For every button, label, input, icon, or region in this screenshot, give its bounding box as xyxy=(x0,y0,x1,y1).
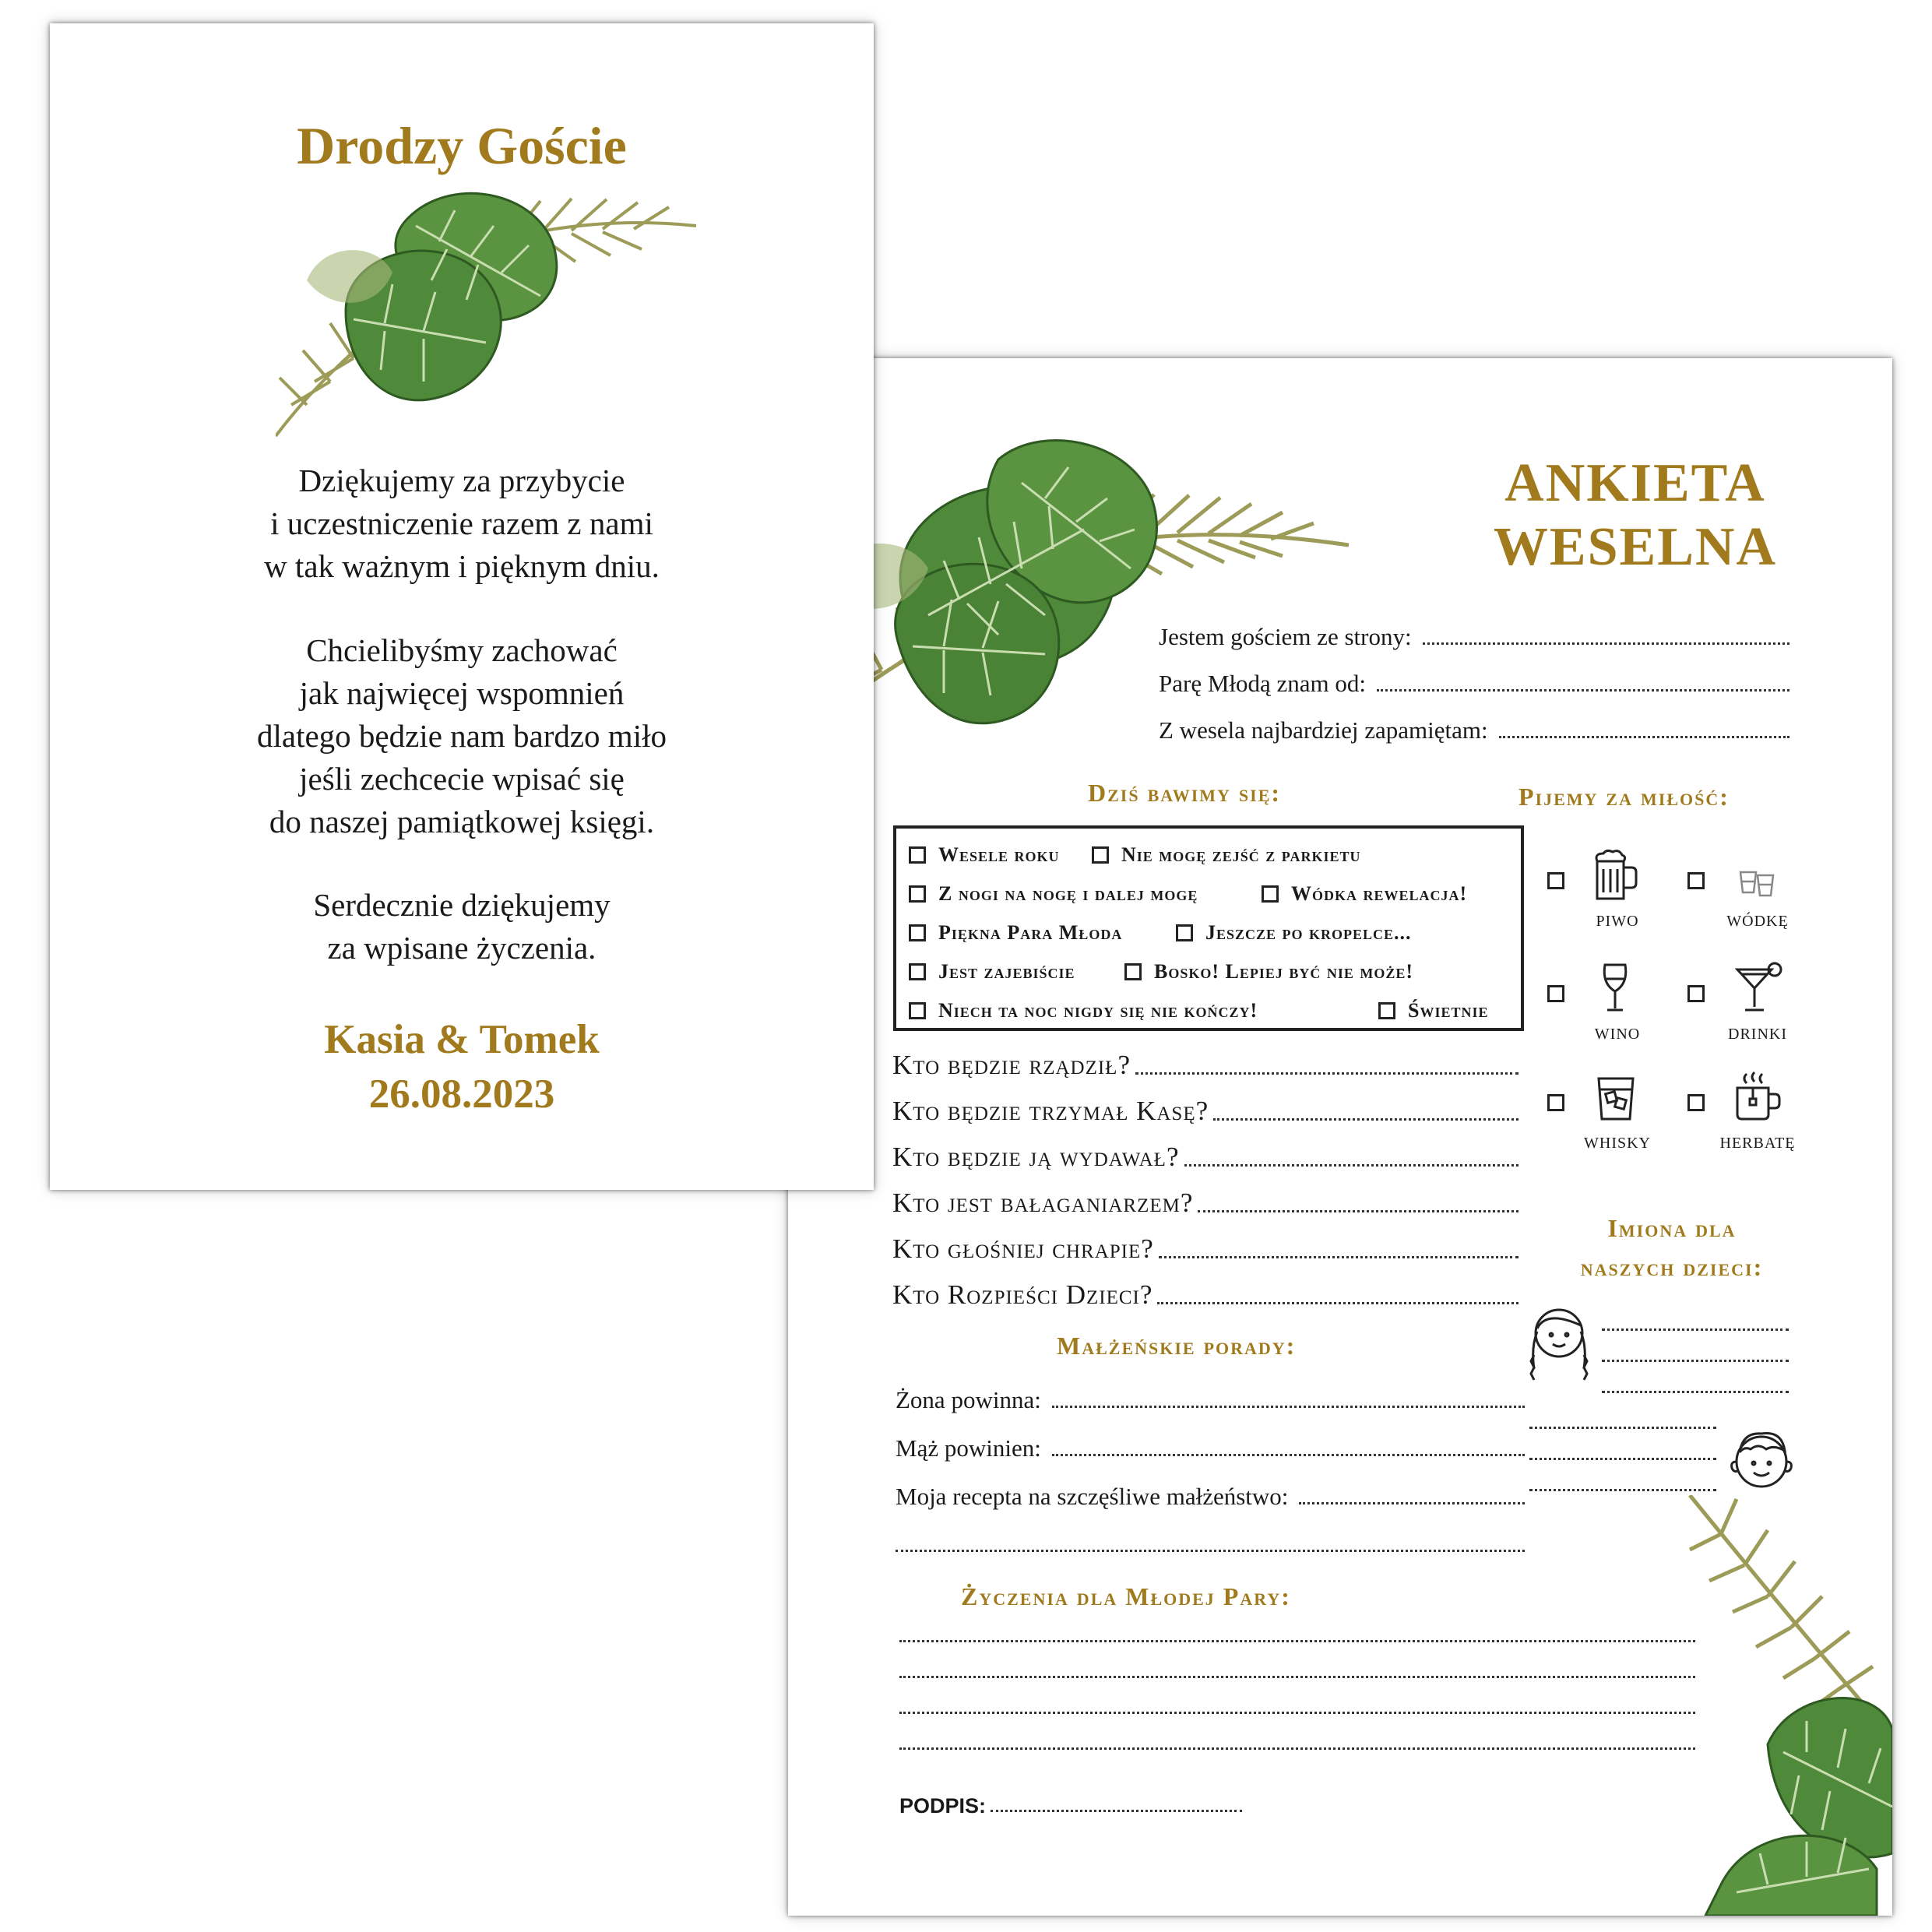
fun-option-checkbox[interactable] xyxy=(1092,843,1361,867)
fill-line[interactable] xyxy=(1157,1302,1519,1304)
checkbox-icon[interactable] xyxy=(1092,846,1109,864)
survey-title xyxy=(1494,452,1777,579)
kids-heading xyxy=(1543,1209,1800,1286)
greeting-paragraph-3 xyxy=(50,884,874,970)
shot-glasses-icon xyxy=(1726,849,1789,903)
fun-option-label: Jeszcze po kropelce... xyxy=(1205,921,1412,944)
question-label: Kto głośniej chrapie? xyxy=(892,1233,1154,1264)
advice-extra-line[interactable] xyxy=(896,1550,1525,1552)
question-row[interactable] xyxy=(892,1233,1519,1265)
fun-option-checkbox[interactable] xyxy=(909,921,1122,945)
checkbox-icon[interactable] xyxy=(1687,872,1705,889)
intro-field-memory[interactable] xyxy=(1159,716,1789,744)
drink-option-tea[interactable] xyxy=(1687,1071,1812,1156)
question-label: Kto jest bałaganiarzem? xyxy=(892,1188,1194,1218)
intro-field-known-since[interactable] xyxy=(1159,670,1789,698)
fun-option-label: Piękna Para Młoda xyxy=(938,921,1123,944)
question-row[interactable] xyxy=(892,1188,1519,1219)
fun-option-checkbox[interactable] xyxy=(909,960,1075,984)
advice-heading: Małżeńskie porady: xyxy=(1057,1332,1297,1360)
question-row[interactable] xyxy=(892,1096,1519,1127)
paragraph-line: do naszej pamiątkowej księgi. xyxy=(269,804,655,839)
question-row[interactable] xyxy=(892,1142,1519,1173)
kid-name-line[interactable] xyxy=(1602,1360,1789,1362)
drink-option-cocktail[interactable] xyxy=(1687,962,1812,1047)
question-label: Kto będzie ją wydawał? xyxy=(892,1142,1180,1172)
kids-heading-line1: Imiona dla xyxy=(1607,1214,1737,1242)
advice-field-husband[interactable] xyxy=(896,1434,1525,1462)
intro-field-label: Z wesela najbardziej zapamiętam: xyxy=(1159,716,1488,744)
kids-heading-line2: naszych dzieci: xyxy=(1580,1253,1764,1281)
paragraph-line: jeśli zechcecie wpisać się xyxy=(299,761,625,797)
paragraph-line: dlatego będzie nam bardzo miło xyxy=(257,718,667,754)
survey-card xyxy=(788,358,1892,1916)
fill-line[interactable] xyxy=(1213,1118,1519,1121)
drink-option-beer[interactable] xyxy=(1547,849,1672,934)
question-label: Kto będzie rządził? xyxy=(892,1050,1131,1080)
intro-field-side[interactable] xyxy=(1159,623,1789,651)
fun-option-checkbox[interactable] xyxy=(1378,999,1489,1022)
kid-name-line[interactable] xyxy=(1529,1489,1716,1491)
fun-option-label: Jest zajebiście xyxy=(938,960,1075,983)
advice-field-label: Moja recepta na szczęśliwe małżeństwo: xyxy=(896,1483,1289,1510)
checkbox-icon[interactable] xyxy=(909,885,926,903)
fill-line[interactable] xyxy=(991,1810,1242,1812)
fill-line[interactable] xyxy=(1198,1210,1519,1212)
drink-option-whisky[interactable] xyxy=(1547,1071,1672,1156)
drink-label: WINO xyxy=(1594,1026,1641,1043)
signature-label: PODPIS: xyxy=(899,1794,987,1818)
fill-line[interactable] xyxy=(1052,1454,1525,1456)
checkbox-icon[interactable] xyxy=(1378,1002,1395,1019)
greeting-title: Drodzy Goście xyxy=(297,116,627,175)
advice-field-wife[interactable] xyxy=(896,1386,1525,1414)
question-label: Kto Rozpieści Dzieci? xyxy=(892,1279,1153,1310)
fill-line[interactable] xyxy=(1159,1256,1519,1258)
checkbox-icon[interactable] xyxy=(1262,885,1279,903)
paragraph-line: i uczestniczenie razem z nami xyxy=(270,505,653,541)
fill-line[interactable] xyxy=(1052,1406,1525,1408)
greeting-card xyxy=(50,23,874,1190)
whisky-glass-icon xyxy=(1586,1071,1649,1125)
checkbox-icon[interactable] xyxy=(1687,985,1705,1002)
advice-field-label: Mąż powinien: xyxy=(896,1434,1041,1462)
fill-line[interactable] xyxy=(1423,642,1789,645)
boy-face-icon xyxy=(1723,1421,1800,1499)
kid-name-line[interactable] xyxy=(1602,1328,1789,1331)
wishes-heading: Życzenia dla Młodej Pary: xyxy=(961,1582,1291,1610)
paragraph-line: Chcielibyśmy zachować xyxy=(306,632,618,668)
fill-line[interactable] xyxy=(1377,689,1789,692)
fun-option-checkbox[interactable] xyxy=(909,999,1258,1022)
checkbox-icon[interactable] xyxy=(909,846,926,864)
drink-heading: Pijemy za miłość: xyxy=(1519,783,1730,811)
drink-label: WHISKY xyxy=(1584,1135,1651,1152)
drink-option-wine[interactable] xyxy=(1547,962,1672,1047)
monstera-foliage-illustration xyxy=(276,179,712,459)
cocktail-glass-icon xyxy=(1726,962,1789,1016)
fun-option-checkbox[interactable] xyxy=(909,882,1198,906)
wishes-line[interactable] xyxy=(899,1676,1695,1678)
survey-title-line1: ANKIETA xyxy=(1504,453,1766,513)
drink-label: PIWO xyxy=(1596,913,1639,930)
fun-option-label: Niech ta noc nigdy się nie kończy! xyxy=(938,999,1258,1022)
survey-title-line2: WESELNA xyxy=(1493,517,1777,577)
paragraph-line: Serdecznie dziękujemy xyxy=(313,887,611,923)
checkbox-icon[interactable] xyxy=(1547,1094,1564,1111)
checkbox-icon[interactable] xyxy=(909,924,926,941)
checkbox-icon[interactable] xyxy=(909,963,926,980)
advice-field-label: Żona powinna: xyxy=(896,1386,1041,1413)
question-row[interactable] xyxy=(892,1279,1519,1311)
monstera-foliage-illustration xyxy=(1674,1495,1892,1916)
fun-option-label: Bosko! Lepiej być nie może! xyxy=(1154,960,1414,983)
fun-option-label: Z nogi na nogę i dalej mogę xyxy=(938,882,1198,905)
fun-option-label: Świetnie xyxy=(1408,999,1489,1022)
checkbox-icon[interactable] xyxy=(1124,963,1142,980)
fill-line[interactable] xyxy=(1299,1502,1525,1504)
paragraph-line: jak najwięcej wspomnień xyxy=(299,675,625,711)
wine-glass-icon xyxy=(1586,962,1649,1016)
checkbox-icon[interactable] xyxy=(1547,985,1564,1002)
paragraph-line: Dziękujemy za przybycie xyxy=(298,463,625,498)
tea-mug-icon xyxy=(1726,1071,1789,1125)
fun-option-checkbox[interactable] xyxy=(1176,921,1412,945)
fill-line[interactable] xyxy=(1184,1164,1519,1167)
kid-name-line[interactable] xyxy=(1602,1391,1789,1393)
girl-face-icon xyxy=(1520,1300,1598,1394)
checkbox-icon[interactable] xyxy=(1547,872,1564,889)
fill-line[interactable] xyxy=(1135,1072,1519,1075)
fun-option-label: Nie mogę zejść z parkietu xyxy=(1121,843,1361,866)
drink-label: WÓDKĘ xyxy=(1726,913,1789,930)
wishes-line[interactable] xyxy=(899,1712,1695,1714)
fun-heading: Dziś bawimy się: xyxy=(1088,779,1282,807)
drink-option-vodka[interactable] xyxy=(1687,849,1812,934)
drink-label: HERBATĘ xyxy=(1719,1135,1796,1152)
checkbox-icon[interactable] xyxy=(1176,924,1193,941)
fun-option-checkbox[interactable] xyxy=(1262,882,1467,906)
wedding-date: 26.08.2023 xyxy=(368,1072,555,1117)
question-row[interactable] xyxy=(892,1050,1519,1081)
beer-mug-icon xyxy=(1586,849,1649,903)
couple-signature xyxy=(50,1012,874,1121)
advice-field-recipe[interactable] xyxy=(896,1483,1525,1511)
checkbox-icon[interactable] xyxy=(909,1002,926,1019)
wishes-line[interactable] xyxy=(899,1640,1695,1642)
intro-field-label: Jestem gościem ze strony: xyxy=(1159,623,1412,650)
greeting-paragraph-2 xyxy=(50,629,874,843)
kid-name-line[interactable] xyxy=(1529,1427,1716,1429)
paragraph-line: za wpisane życzenia. xyxy=(327,930,596,966)
greeting-paragraph-1 xyxy=(50,459,874,588)
paragraph-line: w tak ważnym i pięknym dniu. xyxy=(264,548,660,584)
fun-option-label: Wesele roku xyxy=(938,843,1060,866)
wishes-line[interactable] xyxy=(899,1747,1695,1750)
fill-line[interactable] xyxy=(1499,736,1789,738)
intro-field-label: Parę Młodą znam od: xyxy=(1159,670,1367,697)
checkbox-icon[interactable] xyxy=(1687,1094,1705,1111)
fun-option-label: Wódka rewelacja! xyxy=(1291,882,1468,905)
fun-option-checkbox[interactable] xyxy=(909,843,1060,867)
fun-option-checkbox[interactable] xyxy=(1124,960,1413,984)
drink-label: DRINKI xyxy=(1728,1026,1787,1043)
question-label: Kto będzie trzymał Kasę? xyxy=(892,1096,1209,1126)
kid-name-line[interactable] xyxy=(1529,1458,1716,1460)
signature-field[interactable] xyxy=(899,1794,1242,1818)
couple-names: Kasia & Tomek xyxy=(324,1017,600,1062)
